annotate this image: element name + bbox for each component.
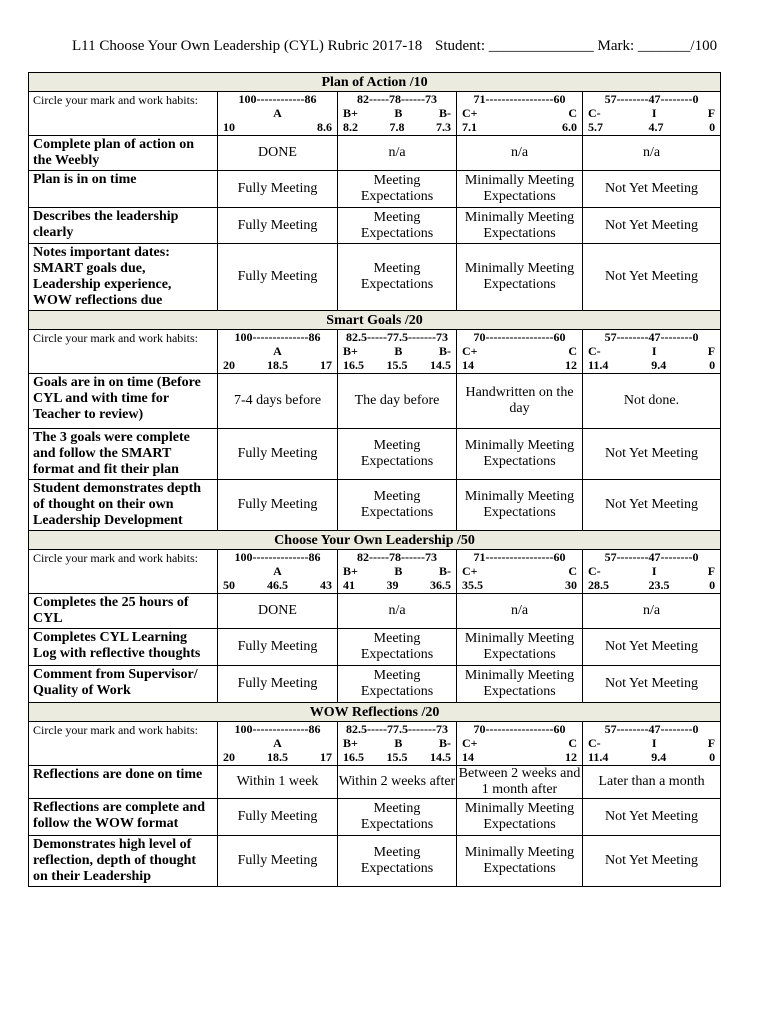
grade-letter: C- xyxy=(588,564,601,578)
grade-range: 100--------------86 xyxy=(234,722,321,736)
grade-value: 12 xyxy=(565,358,577,372)
grade-range: 57--------47--------0 xyxy=(604,330,699,344)
criterion-label: Demonstrates high level of reflection, depth of thought on their Leadership xyxy=(29,836,218,887)
grade-letter: I xyxy=(651,564,657,578)
grade-scale-row xyxy=(29,330,721,374)
table-row xyxy=(29,766,721,799)
rubric-cell: n/a xyxy=(338,594,457,629)
grade-value-row xyxy=(588,750,715,764)
grade-value-row xyxy=(343,120,451,134)
grade-letter: C xyxy=(568,106,577,120)
grade-scale-row xyxy=(29,550,721,594)
grade-value: 0 xyxy=(709,578,716,592)
grade-value: 14 xyxy=(462,358,474,372)
grade-value: 41 xyxy=(343,578,355,592)
rubric-cell: n/a xyxy=(583,594,721,629)
grade-value: 50 xyxy=(223,578,235,592)
grade-value: 0 xyxy=(709,120,716,134)
grade-letter: B+ xyxy=(343,736,358,750)
grade-scale-cell xyxy=(583,92,721,136)
criterion-label: Comment from Supervisor/ Quality of Work xyxy=(29,666,218,703)
grade-value: 8.6 xyxy=(317,120,332,134)
grade-value-row xyxy=(223,750,332,764)
grade-letter-row xyxy=(343,106,451,120)
section-header xyxy=(29,703,721,722)
rubric-cell: Fully Meeting xyxy=(218,480,338,531)
rubric-cell: Fully Meeting xyxy=(218,666,338,703)
criterion-label: Student demonstrates depth of thought on their own Leadership Development xyxy=(29,480,218,531)
grade-value-row xyxy=(588,120,715,134)
grade-value: 12 xyxy=(565,750,577,764)
rubric-cell: Minimally Meeting Expectations xyxy=(457,836,583,887)
grade-letter-row xyxy=(343,344,451,358)
rubric-table xyxy=(28,72,721,887)
grade-value: 18.5 xyxy=(267,358,288,372)
grade-value: 17 xyxy=(320,750,332,764)
grade-value-row xyxy=(462,578,577,592)
grade-value: 7.3 xyxy=(436,120,451,134)
grade-letter: A xyxy=(273,736,282,750)
grade-letter: A xyxy=(273,344,282,358)
grade-range: 57--------47--------0 xyxy=(604,722,699,736)
rubric-cell: Meeting Expectations xyxy=(338,208,457,244)
grade-value-row xyxy=(462,120,577,134)
grade-letter: B+ xyxy=(343,564,358,578)
grade-scale-cell xyxy=(338,722,457,766)
rubric-body xyxy=(29,73,721,887)
criterion-label: Reflections are done on time xyxy=(29,766,218,799)
grade-letter-row xyxy=(223,106,332,120)
rubric-cell: Minimally Meeting Expectations xyxy=(457,480,583,531)
grade-value: 7.1 xyxy=(462,120,477,134)
table-row xyxy=(29,836,721,887)
rubric-cell: Later than a month xyxy=(583,766,721,799)
grade-letter: I xyxy=(651,736,657,750)
grade-value: 43 xyxy=(320,578,332,592)
grade-value: 20 xyxy=(223,358,235,372)
rubric-cell: n/a xyxy=(457,136,583,171)
grade-scale-cell xyxy=(218,550,338,594)
grade-scale-cell xyxy=(338,92,457,136)
rubric-cell: n/a xyxy=(583,136,721,171)
grade-value: 16.5 xyxy=(343,358,364,372)
grade-value: 39 xyxy=(386,578,399,592)
student-mark-line: Student: ______________ Mark: _______/100 xyxy=(435,38,718,54)
table-row xyxy=(29,208,721,244)
grade-value: 0 xyxy=(709,358,716,372)
rubric-cell: Fully Meeting xyxy=(218,244,338,311)
grade-value: 11.4 xyxy=(588,750,609,764)
grade-value: 6.0 xyxy=(562,120,577,134)
circle-instruction: Circle your mark and work habits: xyxy=(29,550,218,594)
grade-scale-cell xyxy=(457,330,583,374)
rubric-cell: DONE xyxy=(218,594,338,629)
rubric-cell: Not Yet Meeting xyxy=(583,799,721,836)
grade-letter-row xyxy=(588,344,715,358)
grade-letter-row xyxy=(588,564,715,578)
grade-range: 57--------47--------0 xyxy=(604,550,699,564)
grade-range: 70-----------------60 xyxy=(473,722,566,736)
grade-letter: C- xyxy=(588,106,601,120)
grade-letter: C xyxy=(568,564,577,578)
section-title: Choose Your Own Leadership /50 xyxy=(29,531,721,550)
grade-letter: B xyxy=(394,564,403,578)
grade-letter: C xyxy=(568,344,577,358)
grade-scale-cell xyxy=(218,92,338,136)
rubric-cell: DONE xyxy=(218,136,338,171)
grade-value-row xyxy=(343,358,451,372)
grade-range: 82.5-----77.5-------73 xyxy=(346,722,448,736)
grade-value: 23.5 xyxy=(648,578,670,592)
grade-letter: C xyxy=(568,736,577,750)
grade-value-row xyxy=(462,750,577,764)
rubric-cell: Within 2 weeks after xyxy=(338,766,457,799)
criterion-label: Completes the 25 hours of CYL xyxy=(29,594,218,629)
rubric-cell: Not Yet Meeting xyxy=(583,208,721,244)
grade-value: 10 xyxy=(223,120,235,134)
rubric-cell: Minimally Meeting Expectations xyxy=(457,799,583,836)
grade-scale-cell xyxy=(218,330,338,374)
grade-value: 5.7 xyxy=(588,120,603,134)
rubric-cell: Fully Meeting xyxy=(218,629,338,666)
grade-value: 8.2 xyxy=(343,120,358,134)
grade-value: 36.5 xyxy=(430,578,451,592)
criterion-label: Completes CYL Learning Log with reflective thoughts xyxy=(29,629,218,666)
grade-value-row xyxy=(343,750,451,764)
rubric-cell: Meeting Expectations xyxy=(338,171,457,208)
grade-letter: F xyxy=(707,736,716,750)
grade-value: 11.4 xyxy=(588,358,609,372)
table-row xyxy=(29,666,721,703)
grade-value: 18.5 xyxy=(267,750,288,764)
circle-instruction: Circle your mark and work habits: xyxy=(29,330,218,374)
criterion-label: Describes the leadership clearly xyxy=(29,208,218,244)
grade-letter: C+ xyxy=(462,564,478,578)
grade-scale-cell xyxy=(457,92,583,136)
rubric-cell: Fully Meeting xyxy=(218,836,338,887)
grade-letter-row xyxy=(462,564,577,578)
grade-letter: B- xyxy=(438,736,451,750)
grade-value: 7.8 xyxy=(389,120,405,134)
grade-scale-cell xyxy=(338,330,457,374)
grade-letter: B+ xyxy=(343,106,358,120)
table-row xyxy=(29,480,721,531)
grade-range: 70-----------------60 xyxy=(473,330,566,344)
grade-range: 82.5-----77.5-------73 xyxy=(346,330,448,344)
grade-value-row xyxy=(588,578,715,592)
table-row xyxy=(29,244,721,311)
grade-scale-cell xyxy=(338,550,457,594)
grade-letter-row xyxy=(588,106,715,120)
rubric-cell: Not Yet Meeting xyxy=(583,836,721,887)
rubric-cell: Between 2 weeks and 1 month after xyxy=(457,766,583,799)
section-title: Plan of Action /10 xyxy=(29,73,721,92)
grade-value: 14 xyxy=(462,750,474,764)
grade-letter-row xyxy=(343,564,451,578)
criterion-label: The 3 goals were complete and follow the SMART format and fit their plan xyxy=(29,429,218,480)
grade-value-row xyxy=(588,358,715,372)
document-title: L11 Choose Your Own Leadership (CYL) Rubric 2017-18 xyxy=(72,38,423,54)
rubric-cell: Meeting Expectations xyxy=(338,666,457,703)
grade-value: 4.7 xyxy=(648,120,664,134)
table-row xyxy=(29,629,721,666)
grade-value: 20 xyxy=(223,750,235,764)
grade-range: 100--------------86 xyxy=(234,330,321,344)
grade-value-row xyxy=(343,578,451,592)
rubric-cell: Meeting Expectations xyxy=(338,480,457,531)
rubric-cell: Minimally Meeting Expectations xyxy=(457,429,583,480)
rubric-cell: 7-4 days before xyxy=(218,374,338,429)
grade-value: 0 xyxy=(709,750,716,764)
rubric-cell: Minimally Meeting Expectations xyxy=(457,244,583,311)
grade-value: 14.5 xyxy=(430,750,451,764)
grade-range: 100------------86 xyxy=(238,92,317,106)
table-row xyxy=(29,799,721,836)
section-header xyxy=(29,73,721,92)
grade-scale-row xyxy=(29,92,721,136)
grade-range: 82-----78------73 xyxy=(357,550,437,564)
table-row xyxy=(29,136,721,171)
rubric-cell: Not Yet Meeting xyxy=(583,171,721,208)
grade-letter: C- xyxy=(588,736,601,750)
grade-value-row xyxy=(462,358,577,372)
grade-letter: B xyxy=(394,344,403,358)
grade-value: 15.5 xyxy=(386,358,408,372)
table-row xyxy=(29,594,721,629)
grade-letter-row xyxy=(343,736,451,750)
grade-letter: B- xyxy=(438,106,451,120)
grade-value: 28.5 xyxy=(588,578,609,592)
criterion-label: Notes important dates: SMART goals due, Leadership experience, WOW reflections due xyxy=(29,244,218,311)
grade-scale-cell xyxy=(218,722,338,766)
rubric-cell: Meeting Expectations xyxy=(338,629,457,666)
grade-value: 14.5 xyxy=(430,358,451,372)
rubric-cell: Not Yet Meeting xyxy=(583,244,721,311)
rubric-cell: Within 1 week xyxy=(218,766,338,799)
rubric-cell: Fully Meeting xyxy=(218,171,338,208)
grade-value: 9.4 xyxy=(651,358,667,372)
grade-scale-cell xyxy=(457,722,583,766)
grade-scale-cell xyxy=(583,722,721,766)
rubric-cell: Handwritten on the day xyxy=(457,374,583,429)
grade-value: 16.5 xyxy=(343,750,364,764)
rubric-cell: Not Yet Meeting xyxy=(583,480,721,531)
grade-scale-cell xyxy=(457,550,583,594)
grade-letter: B+ xyxy=(343,344,358,358)
grade-letter: I xyxy=(651,344,657,358)
page-header xyxy=(72,38,718,55)
grade-value: 46.5 xyxy=(267,578,288,592)
grade-letter: F xyxy=(707,564,716,578)
circle-instruction: Circle your mark and work habits: xyxy=(29,722,218,766)
rubric-cell: Fully Meeting xyxy=(218,799,338,836)
grade-letter: A xyxy=(273,564,282,578)
grade-scale-cell xyxy=(583,550,721,594)
grade-letter: B xyxy=(394,106,403,120)
grade-letter: A xyxy=(273,106,282,120)
rubric-cell: Meeting Expectations xyxy=(338,244,457,311)
grade-value: 17 xyxy=(320,358,332,372)
rubric-cell: n/a xyxy=(457,594,583,629)
rubric-cell: Not Yet Meeting xyxy=(583,429,721,480)
grade-range: 71-----------------60 xyxy=(473,550,566,564)
grade-value-row xyxy=(223,120,332,134)
criterion-label: Reflections are complete and follow the WOW format xyxy=(29,799,218,836)
grade-letter-row xyxy=(462,344,577,358)
grade-letter: B- xyxy=(438,344,451,358)
criterion-label: Goals are in on time (Before CYL and with time for Teacher to review) xyxy=(29,374,218,429)
rubric-cell: n/a xyxy=(338,136,457,171)
grade-letter: I xyxy=(651,106,657,120)
grade-letter: C+ xyxy=(462,106,478,120)
grade-letter-row xyxy=(462,736,577,750)
grade-letter-row xyxy=(223,344,332,358)
grade-value: 30 xyxy=(565,578,577,592)
rubric-cell: Fully Meeting xyxy=(218,208,338,244)
section-title: WOW Reflections /20 xyxy=(29,703,721,722)
grade-value: 9.4 xyxy=(651,750,667,764)
grade-range: 57--------47--------0 xyxy=(604,92,699,106)
criterion-label: Complete plan of action on the Weebly xyxy=(29,136,218,171)
grade-letter: B xyxy=(394,736,403,750)
grade-value: 15.5 xyxy=(386,750,408,764)
table-row xyxy=(29,429,721,480)
grade-value: 35.5 xyxy=(462,578,483,592)
grade-letter: C- xyxy=(588,344,601,358)
rubric-cell: The day before xyxy=(338,374,457,429)
grade-value-row xyxy=(223,578,332,592)
criterion-label: Plan is in on time xyxy=(29,171,218,208)
section-title: Smart Goals /20 xyxy=(29,311,721,330)
grade-letter: B- xyxy=(438,564,451,578)
rubric-cell: Minimally Meeting Expectations xyxy=(457,666,583,703)
grade-range: 82-----78------73 xyxy=(357,92,437,106)
rubric-cell: Not done. xyxy=(583,374,721,429)
table-row xyxy=(29,374,721,429)
rubric-cell: Meeting Expectations xyxy=(338,429,457,480)
grade-letter: F xyxy=(707,106,716,120)
grade-range: 71-----------------60 xyxy=(473,92,566,106)
rubric-cell: Minimally Meeting Expectations xyxy=(457,629,583,666)
grade-scale-row xyxy=(29,722,721,766)
section-header xyxy=(29,311,721,330)
grade-letter: C+ xyxy=(462,344,478,358)
rubric-cell: Not Yet Meeting xyxy=(583,629,721,666)
grade-letter: C+ xyxy=(462,736,478,750)
table-row xyxy=(29,171,721,208)
grade-letter: F xyxy=(707,344,716,358)
grade-value-row xyxy=(223,358,332,372)
rubric-cell: Meeting Expectations xyxy=(338,836,457,887)
section-header xyxy=(29,531,721,550)
grade-letter-row xyxy=(588,736,715,750)
grade-letter-row xyxy=(223,736,332,750)
circle-instruction: Circle your mark and work habits: xyxy=(29,92,218,136)
rubric-cell: Minimally Meeting Expectations xyxy=(457,171,583,208)
rubric-cell: Minimally Meeting Expectations xyxy=(457,208,583,244)
rubric-cell: Fully Meeting xyxy=(218,429,338,480)
grade-letter-row xyxy=(223,564,332,578)
grade-range: 100--------------86 xyxy=(234,550,321,564)
grade-scale-cell xyxy=(583,330,721,374)
rubric-cell: Meeting Expectations xyxy=(338,799,457,836)
grade-letter-row xyxy=(462,106,577,120)
rubric-cell: Not Yet Meeting xyxy=(583,666,721,703)
